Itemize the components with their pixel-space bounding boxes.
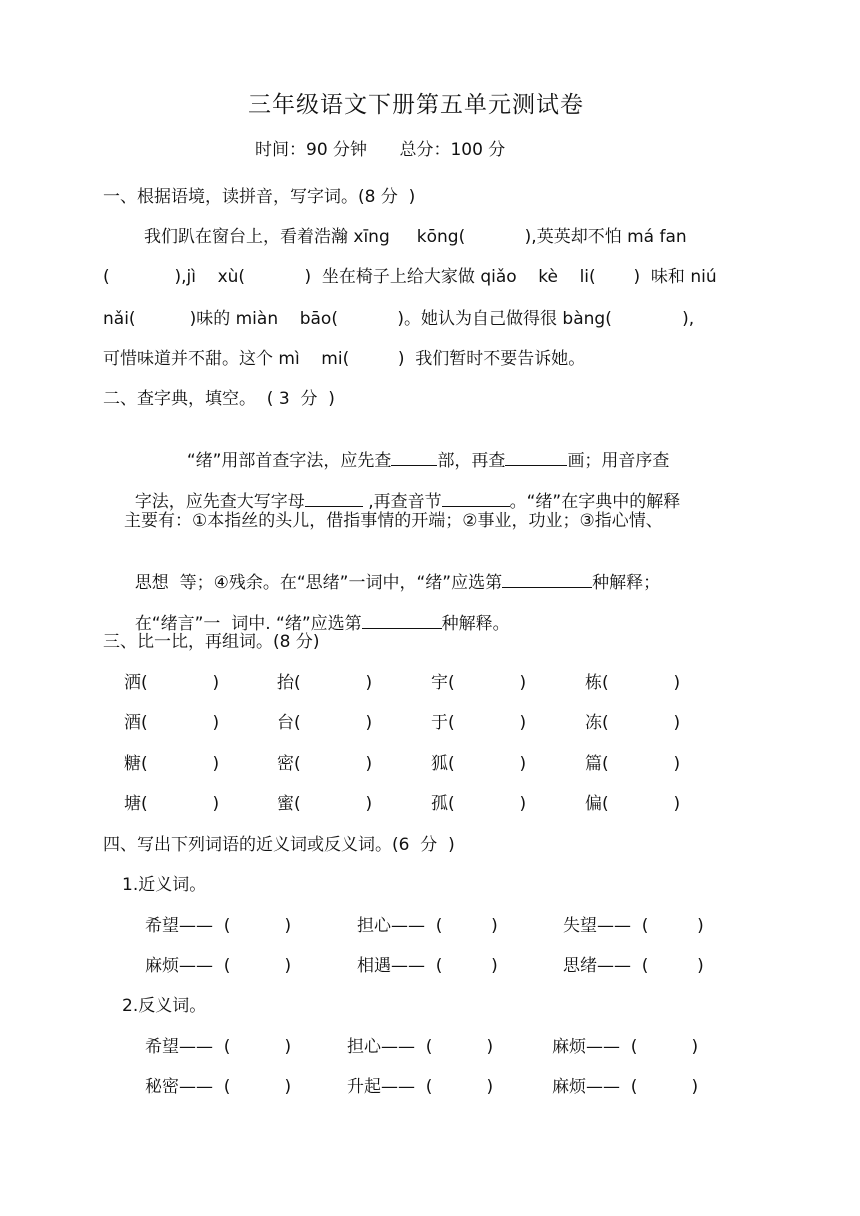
compare-item: 偏( ) <box>585 794 681 814</box>
page-title: 三年级语文下册第五单元测试卷 <box>248 92 584 118</box>
text: 在“绪言”一 词中. “绪”应选第 <box>134 614 362 634</box>
antonym-subheading: 2.反义词。 <box>122 996 207 1016</box>
compare-item: 酒( ) <box>124 713 220 733</box>
compare-item: 洒( ) <box>124 673 220 693</box>
section-2-line <box>124 594 510 633</box>
section-4-heading: 四、写出下列词语的近义词或反义词。(6 分 ) <box>103 835 455 855</box>
text: 部，再查 <box>437 451 506 471</box>
compare-item: 抬( ) <box>277 673 373 693</box>
section-3-heading: 三、比一比，再组词。(8 分) <box>103 632 320 652</box>
compare-item: 台( ) <box>277 713 373 733</box>
text: 。“绪”在字典中的解释 <box>509 492 681 512</box>
compare-item: 孤( ) <box>431 794 527 814</box>
section-2-line: 主要有：①本指丝的头儿，借指事情的开端；②事业，功业；③指心情、 <box>124 511 663 531</box>
section-1-line: 我们趴在窗台上，看着浩瀚 xīng kōng( ),英英却不怕 má fan <box>144 227 687 247</box>
section-1-line: 可惜味道并不甜。这个 mì mi( ) 我们暂时不要告诉她。 <box>103 349 586 369</box>
compare-item: 宇( ) <box>431 673 527 693</box>
blank-strokes[interactable] <box>505 448 567 466</box>
section-2-line <box>124 472 680 511</box>
antonym-item: 担心—— ( ) <box>347 1037 494 1057</box>
blank-syllable[interactable] <box>442 489 510 507</box>
blank-meaning-1[interactable] <box>502 570 592 588</box>
synonym-item: 失望—— ( ) <box>563 916 704 936</box>
compare-item: 篇( ) <box>585 754 681 774</box>
synonym-item: 麻烦—— ( ) <box>145 956 292 976</box>
synonym-item: 相遇—— ( ) <box>357 956 498 976</box>
compare-item: 狐( ) <box>431 754 527 774</box>
blank-radical[interactable] <box>391 448 437 466</box>
compare-item: 冻( ) <box>585 713 681 733</box>
antonym-item: 麻烦—— ( ) <box>552 1077 699 1097</box>
text: 思想 等；④残余。在“思绪”一词中，“绪”应选第 <box>134 573 503 593</box>
compare-item: 糖( ) <box>124 754 220 774</box>
compare-item: 塘( ) <box>124 794 220 814</box>
compare-item: 于( ) <box>431 713 527 733</box>
antonym-item: 升起—— ( ) <box>347 1077 494 1097</box>
exam-info: 时间：90 分钟 总分：100 分 <box>255 140 506 160</box>
text: ,再查音节 <box>362 492 442 512</box>
blank-capital-letter[interactable] <box>305 489 363 507</box>
synonym-item: 思绪—— ( ) <box>563 956 704 976</box>
section-2-line <box>124 553 660 592</box>
section-1-line: ( ),jì xù( ) 坐在椅子上给大家做 qiǎo kè li( ) 味和 niú <box>103 267 717 287</box>
compare-item: 蜜( ) <box>277 794 373 814</box>
compare-item: 密( ) <box>277 754 373 774</box>
synonym-subheading: 1.近义词。 <box>122 875 207 895</box>
synonym-item: 希望—— ( ) <box>145 916 292 936</box>
blank-meaning-2[interactable] <box>362 611 442 629</box>
section-1-heading: 一、根据语境，读拼音，写字词。(8 分 ) <box>103 187 416 207</box>
section-1-line: nǎi( )味的 miàn bāo( )。她认为自己做得很 bàng( ), <box>103 309 695 329</box>
antonym-item: 麻烦—— ( ) <box>552 1037 699 1057</box>
text: 画；用音序查 <box>567 451 670 471</box>
antonym-item: 秘密—— ( ) <box>145 1077 292 1097</box>
text: “绪”用部首查字法，应先查 <box>186 451 392 471</box>
section-2-heading: 二、查字典，填空。 ( 3 分 ) <box>103 389 335 409</box>
synonym-item: 担心—— ( ) <box>357 916 498 936</box>
section-2-line <box>176 431 669 470</box>
compare-item: 栋( ) <box>585 673 681 693</box>
antonym-item: 希望—— ( ) <box>145 1037 292 1057</box>
text: 字法，应先查大写字母 <box>134 492 305 512</box>
text: 种解释； <box>592 573 661 593</box>
text: 种解释。 <box>441 614 510 634</box>
